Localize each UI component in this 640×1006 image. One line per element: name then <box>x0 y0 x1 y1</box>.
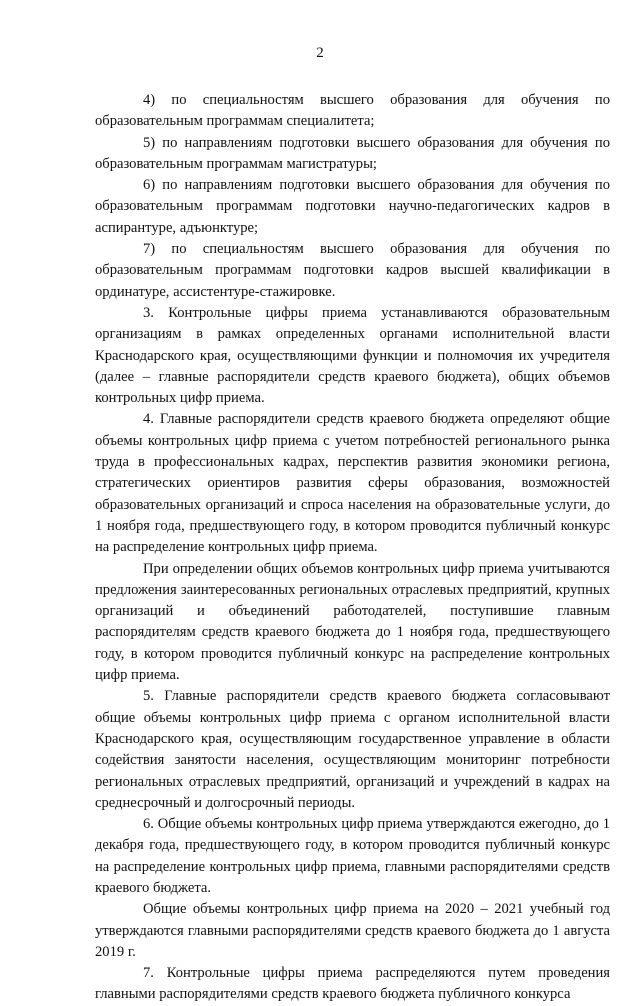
page-number: 2 <box>316 45 324 61</box>
paragraph-clause-7: 7. Контрольные цифры приема распределяются путем проведения главными распорядителями средств краевого бюджета публичного конкурса <box>95 965 610 1003</box>
paragraph-item-4: 4) по специальностям высшего образования для обучения по образовательным программам специалитета; <box>95 92 610 130</box>
paragraph-clause-4: 4. Главные распорядители средств краевого бюджета определяют общие объемы контрольных цифр приема с учетом потребностей регионального рынка труда в профессиональных кадрах, перспектив развития экономики региона, стратегических ориентиров развития сферы образования, возможностей образовательных организаций и спроса населения на образовательные услуги, до 1 ноября года, предшествующего году, в котором проводится публичный конкурс на распределение контрольных цифр приема. <box>95 411 610 556</box>
paragraph-item-5: 5) по направлениям подготовки высшего образования для обучения по образовательным программам магистратуры; <box>95 134 610 172</box>
paragraph-clause-5: 5. Главные распорядители средств краевого бюджета согласовывают общие объемы контрольных цифр приема с органом исполнительной власти Краснодарского края, осуществляющим государственное управление в области содействия занятости населения, осуществляющим мониторинг потребности региональных отраслевых предприятий, организаций и учреждений в кадрах на среднесрочный и долгосрочный периоды. <box>95 688 610 811</box>
paragraph-item-7: 7) по специальностям высшего образования для обучения по образовательным программам подготовки кадров высшей квалификации в ординатуре, ассистентуре-стажировке. <box>95 241 610 300</box>
paragraph-item-6: 6) по направлениям подготовки высшего образования для обучения по образовательным программам подготовки научно-педагогических кадров в аспирантуре, адъюнктуре; <box>95 177 610 236</box>
paragraph-clause-4-continued: При определении общих объемов контрольных цифр приема учитываются предложения заинтересованных региональных отраслевых предприятий, крупных организаций и объединений работодателей, поступившие главным распорядителям средств краевого бюджета до 1 ноября года, предшествующего году, в котором проводится публичный конкурс на распределение контрольных цифр приема. <box>95 560 610 684</box>
paragraph-clause-6: 6. Общие объемы контрольных цифр приема утверждаются ежегодно, до 1 декабря года, предшествующего году, в котором проводится публичный конкурс на распределение контрольных цифр приема, главными распорядителями средств краевого бюджета. <box>95 816 610 896</box>
paragraph-clause-6-continued: Общие объемы контрольных цифр приема на 2020 – 2021 учебный год утверждаются главными распорядителями средств краевого бюджета до 1 августа 2019 г. <box>95 901 610 960</box>
paragraph-clause-3: 3. Контрольные цифры приема устанавливаются образовательным организациям в рамках определенных органами исполнительной власти Краснодарского края, осуществляющими функции и полномочия их учредителя (далее – главные распорядители средств краевого бюджета), общих объемов контрольных цифр приема. <box>95 304 610 407</box>
document-body <box>95 90 610 1006</box>
